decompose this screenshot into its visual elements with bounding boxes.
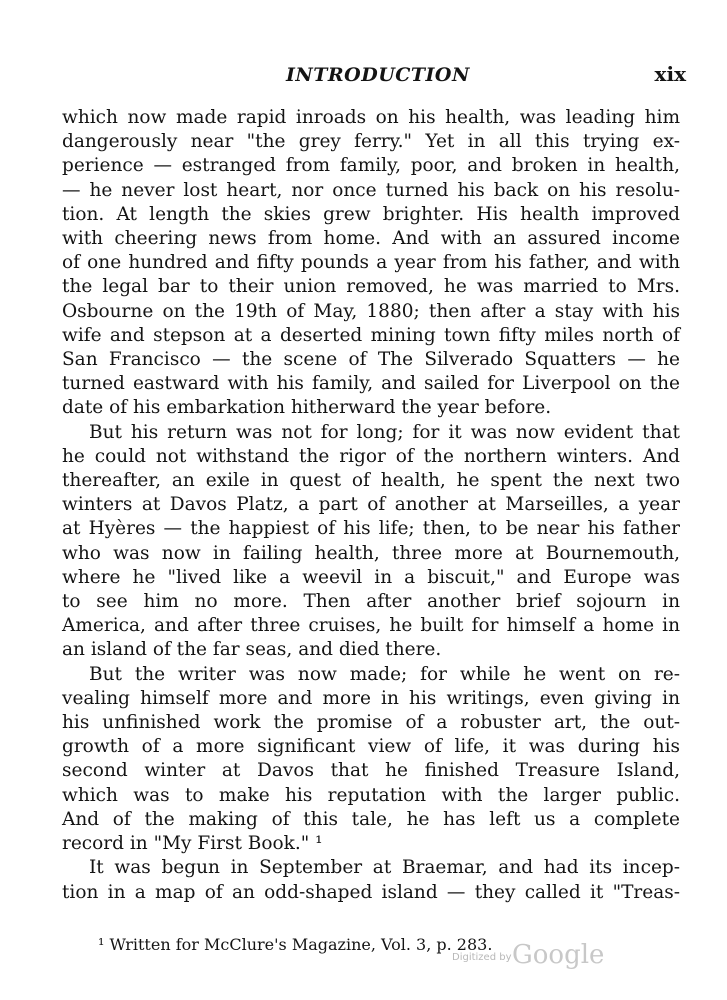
text-line: which now made rapid inroads on his health, was leading him (62, 107, 680, 128)
text-line: at Hyères — the happiest of his life; then, to be near his father (62, 518, 680, 540)
text-line: winters at Davos Platz, a part of another at Marseilles, a year (62, 494, 680, 516)
page-number: xix (654, 62, 686, 86)
text-line: But his return was not for long; for it was now evident that (89, 421, 680, 443)
page-header (62, 62, 686, 106)
book-page (62, 62, 686, 905)
text-line: dangerously near "the grey ferry." Yet in all this trying ex- (62, 131, 680, 153)
text-line: America, and after three cruises, he built for himself a home in (62, 615, 680, 637)
text-line: he could not withstand the rigor of the northern winters. And (62, 445, 680, 467)
text-line: wife and stepson at a deserted mining town fifty miles north of (62, 324, 680, 346)
text-line: tion in a map of an odd-shaped island — they called it "Treas- (62, 881, 680, 903)
text-line: perience — estranged from family, poor, and broken in health, (62, 155, 680, 177)
paragraph-2 (62, 421, 680, 663)
text-line: the legal bar to their union removed, he was married to Mrs. (62, 276, 680, 298)
paragraph-4 (62, 856, 680, 904)
digitized-by-text: Digitized by (452, 952, 512, 963)
text-line: thereafter, an exile in quest of health, he spent the next two (62, 470, 680, 492)
text-line: with cheering news from home. And with an assured income (62, 228, 680, 250)
google-watermark-logo: Google (512, 940, 605, 970)
text-line: San Francisco — the scene of The Silverado Squatters — he (62, 349, 680, 371)
text-line: which was to make his reputation with the larger public. (62, 784, 680, 806)
text-line: date of his embarkation hitherward the year before. (62, 397, 552, 419)
running-head: INTRODUCTION (286, 64, 470, 86)
text-line: And of the making of this tale, he has left us a complete (62, 808, 680, 830)
paragraph-3 (62, 663, 680, 857)
text-line: growth of a more significant view of life, it was during his (62, 736, 680, 758)
text-line: vealing himself more and more in his writings, even giving in (62, 687, 680, 709)
text-line: But the writer was now made; for while he went on re- (89, 663, 680, 685)
text-line: It was begun in September at Braemar, and had its incep- (89, 857, 680, 879)
body-text (62, 106, 680, 905)
text-line: Osbourne on the 19th of May, 1880; then after a stay with his (62, 300, 680, 322)
text-line: turned eastward with his family, and sailed for Liverpool on the (62, 373, 680, 395)
text-line: — he never lost heart, nor once turned his back on his resolu- (62, 179, 680, 201)
text-line: of one hundred and fifty pounds a year from his father, and with (62, 252, 680, 274)
text-line: his unfinished work the promise of a robuster art, the out- (62, 712, 680, 734)
text-line: who was now in failing health, three more at Bournemouth, (62, 542, 680, 564)
text-line: an island of the far seas, and died there. (62, 639, 442, 661)
text-line: record in "My First Book." ¹ (62, 833, 323, 855)
text-line: to see him no more. Then after another brief sojourn in (62, 591, 680, 613)
paragraph-1 (62, 106, 680, 421)
footnote: ¹ Written for McClure's Magazine, Vol. 3, p. 283. (98, 935, 493, 954)
text-line: second winter at Davos that he finished Treasure Island, (62, 760, 680, 782)
text-line: where he "lived like a weevil in a biscuit," and Europe was (62, 566, 680, 588)
text-line: tion. At length the skies grew brighter. His health improved (62, 203, 680, 225)
